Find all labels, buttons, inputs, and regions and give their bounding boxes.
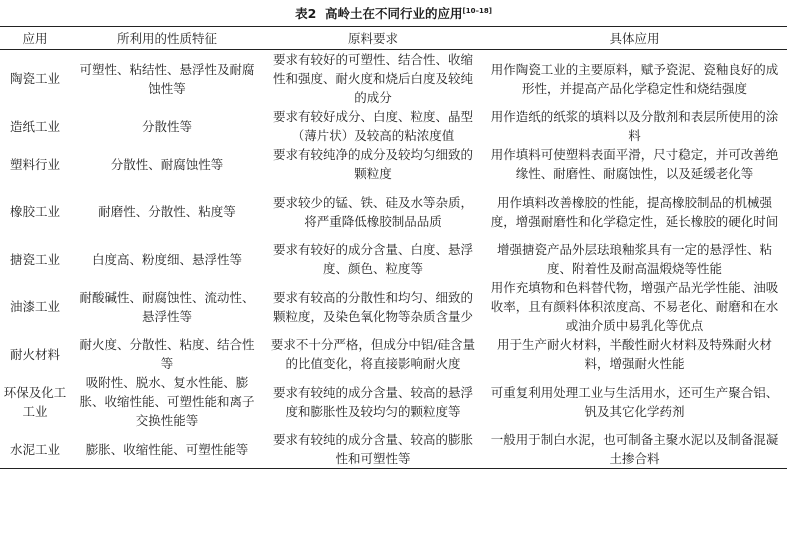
cell-application: 水泥工业 [9,441,60,457]
cell-properties: 耐火度、分散性、粘度、结合性等 [79,337,255,371]
cell-requirements: 要求有较好的可塑性、结合性、收缩性和强度、耐火度和烧后白度及较纯的成分 [272,52,473,105]
cell-requirements: 要求较少的锰、铁、硅及水等杂质，将严重降低橡胶制品品质 [272,194,473,229]
cell-application: 塑料行业 [9,156,60,172]
cell-application: 耐火材料 [9,346,60,362]
table-row [0,107,787,145]
cell-requirements: 要求有较纯的成分含量、较高的悬浮度和膨胀性及较均匀的颗粒度等 [272,384,473,419]
header-row [0,27,787,50]
table-row [0,430,787,469]
table-caption [0,0,787,26]
table-row [0,183,787,240]
table-row [0,240,787,278]
cell-requirements: 要求有较好成分、白度、粒度、晶型（薄片状）及较高的粘浓度值 [272,109,473,143]
cell-uses: 可重复利用处理工业与生活用水，还可生产聚合铝、钒及其它化学药剂 [490,384,779,419]
cell-application: 陶瓷工业 [9,71,60,86]
cell-requirements: 要求有较纯净的成分及较均匀细致的颗粒度 [272,147,473,181]
table-row [0,278,787,335]
cell-properties: 吸附性、脱水、复水性能、膨胀、收缩性能、可塑性能和离子交换性能等 [79,375,255,428]
cell-uses: 用作充填物和色料替代物，增强产品光学性能、油吸收率，且有颜料体积浓度高、不易老化、耐磨和在水或油介质中易乳化等优点 [490,280,779,333]
table-row [0,145,787,183]
cell-uses: 增强搪瓷产品外层珐琅釉浆具有一定的悬浮性、粘度、附着性及耐高温煅烧等性能 [496,242,772,276]
header-application: 应用 [22,31,48,46]
cell-uses: 一般用于制白水泥，也可制备主聚水泥以及制备混凝土掺合料 [490,432,779,466]
cell-application: 造纸工业 [9,118,60,134]
cell-properties: 可塑性、粘结性、悬浮性及耐腐蚀性等 [79,61,255,96]
cell-requirements: 要求有较高的分散性和均匀、细致的颗粒度，及染色氧化物等杂质含量少 [272,289,473,324]
cell-properties: 膨胀、收缩性能、可塑性能等 [85,441,249,457]
cell-uses: 用作陶瓷工业的主要原料，赋予瓷泥、瓷釉良好的成形性，并提高产品化学稳定性和烧结强度 [490,61,779,96]
cell-properties: 耐酸碱性、耐腐蚀性、流动性、悬浮性等 [79,289,255,324]
cell-application: 橡胶工业 [9,204,60,219]
header-properties: 所利用的性质特征 [116,31,217,46]
cell-requirements: 要求有较好的成分含量、白度、悬浮度、颜色、粒度等 [272,242,473,276]
cell-uses: 用于生产耐火材料，半酸性耐火材料及特殊耐火材料，增强耐火性能 [496,337,772,371]
cell-application: 环保及化工工业 [3,384,67,419]
cell-properties: 耐磨性、分散性、粘度等 [98,204,236,219]
cell-uses: 用作填料可使塑料表面平滑，尺寸稳定，并可改善绝缘性、耐磨性、耐腐蚀性，以及延缓老化等 [490,147,779,181]
kaolin-applications-table [0,26,787,469]
table-number: 表2 [295,6,317,21]
cell-requirements: 要求有较纯的成分含量、较高的膨胀性和可塑性等 [272,432,473,466]
cell-application: 油漆工业 [9,299,60,314]
table-row [0,373,787,430]
table-row [0,50,787,108]
cell-uses: 用作填料改善橡胶的性能，提高橡胶制品的机械强度，增强耐磨性和化学稳定性，延长橡胶的硬化时间 [490,194,779,229]
cell-properties: 分散性等 [141,118,192,134]
table-title: 高岭土在不同行业的应用 [325,6,463,21]
header-uses: 具体应用 [609,31,660,46]
table-row [0,335,787,373]
cell-requirements: 要求不十分严格，但成分中铝/硅含量的比值变化，将直接影响耐火度 [270,337,476,371]
header-requirements: 原料要求 [347,31,398,46]
cell-properties: 分散性、耐腐蚀性等 [110,156,224,172]
cell-uses: 用作造纸的纸浆的填料以及分散剂和表层所使用的涂料 [490,109,779,143]
cell-properties: 白度高、粉度细、悬浮性等 [91,251,242,267]
cell-application: 搪瓷工业 [9,251,60,267]
citation-ref: [10–18] [462,6,492,15]
